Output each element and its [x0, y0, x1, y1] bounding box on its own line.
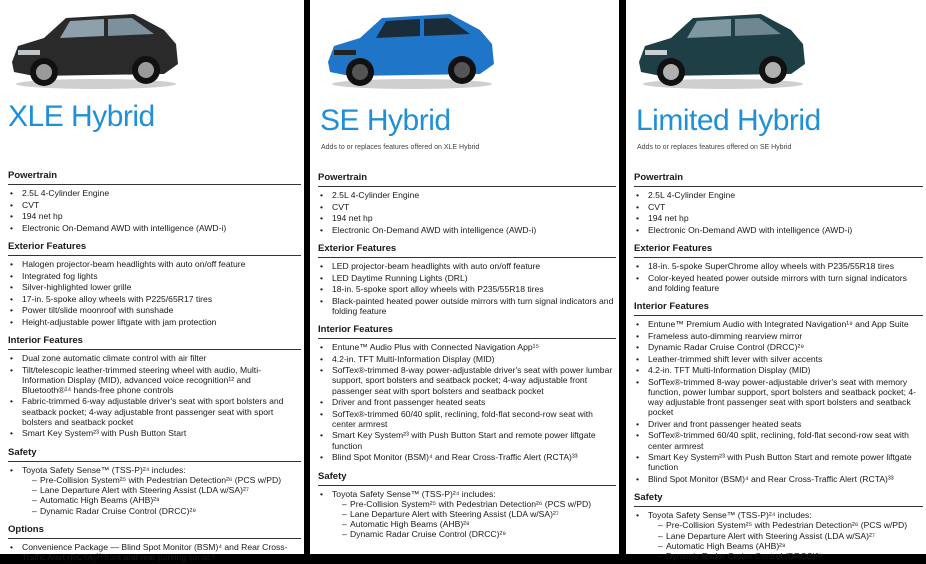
dash-icon: – — [658, 540, 663, 551]
feature-item — [8, 223, 301, 233]
feature-item — [634, 377, 923, 418]
dash-icon: – — [32, 495, 37, 506]
feature-text: Driver and front passenger heated seats — [332, 397, 486, 408]
feature-item — [8, 200, 301, 210]
feature-text: 4.2-in. TFT Multi-Information Display (MID) — [332, 353, 495, 364]
sub-feature-item — [32, 495, 301, 505]
feature-item — [634, 213, 923, 223]
feature-item — [318, 261, 616, 271]
sub-feature-text: Lane Departure Alert with Steering Assist (LDA w/SA)²⁷ — [40, 485, 249, 496]
section-title: Safety — [318, 464, 616, 486]
feature-list — [8, 256, 301, 327]
feature-text: Dual zone automatic climate control with air filter — [22, 353, 207, 363]
sub-feature-text: Pre-Collision System²⁵ with Pedestrian Detection²⁶ (PCS w/PD) — [350, 498, 592, 509]
feature-text: SofTex®-trimmed 60/40 split, reclining, fold-flat second-row seat with center armrest — [648, 430, 909, 451]
feature-item — [318, 296, 616, 316]
sub-feature-item — [658, 541, 923, 551]
sub-feature-text: Dynamic Radar Cruise Control (DRCC)²⁹ — [350, 529, 507, 540]
model-subtitle: Adds to or replaces features offered on SE Hybrid — [637, 144, 792, 151]
feature-item — [8, 282, 301, 292]
feature-item — [634, 474, 923, 484]
feature-item — [8, 396, 301, 427]
model-title: SE Hybrid — [320, 104, 451, 137]
spec-content — [634, 165, 923, 563]
sub-feature-text: Dynamic Radar Cruise Control (DRCC)²⁹ — [666, 551, 823, 562]
dash-icon: – — [32, 475, 37, 486]
sub-feature-item — [658, 520, 923, 530]
section-title: Interior Features — [8, 328, 301, 350]
feature-text: 194 net hp — [22, 211, 63, 221]
feature-text: Convenience Package — Blind Spot Monitor (BSM)⁴ and Rear Cross-Traffic Alert (RCTA)³³ front and rear parking sonar,² — [22, 542, 288, 563]
sub-feature-text: Pre-Collision System²⁵ with Pedestrian Detection²⁶ (PCS w/PD) — [666, 520, 908, 531]
section-title: Exterior Features — [634, 236, 923, 258]
feature-text: Toyota Safety Sense™ (TSS-P)²⁴ includes: — [22, 464, 186, 475]
feature-text: Frameless auto-dimming rearview mirror — [648, 330, 803, 341]
dash-icon: – — [658, 530, 663, 541]
feature-text: Integrated fog lights — [22, 270, 98, 281]
dash-icon: – — [658, 551, 663, 562]
feature-item — [634, 419, 923, 429]
sub-feature-item — [32, 485, 301, 495]
sub-feature-list — [648, 520, 923, 561]
xle-hybrid-panel — [0, 0, 304, 563]
feature-text: Fabric-trimmed 6-way adjustable driver's seat with sport bolsters and seatback pocket; 4-way adjustable front passenger seat with sport bolsters and seatback pocket — [22, 396, 284, 427]
feature-text: CVT — [22, 199, 40, 210]
feature-list — [318, 258, 616, 316]
feature-text: SofTex®-trimmed 60/40 split, reclining, fold-flat second-row seat with center armrest — [332, 408, 593, 429]
feature-item — [634, 273, 923, 293]
dash-icon: – — [32, 505, 37, 516]
se-hybrid-panel — [310, 0, 619, 554]
sub-feature-text: Automatic High Beams (AHB)²⁸ — [40, 495, 160, 506]
feature-item — [8, 465, 301, 516]
feature-text: Smart Key System²³ with Push Button Start and remote power liftgate function — [648, 452, 912, 473]
dash-icon: – — [342, 529, 347, 540]
feature-text: Power tilt/slide moonroof with sunshade — [22, 305, 174, 315]
feature-text: Color-keyed heated power outside mirrors with turn signal indicators and folding feature — [648, 272, 907, 293]
sub-feature-text: Automatic High Beams (AHB)²⁸ — [666, 540, 786, 551]
feature-text: Dynamic Radar Cruise Control (DRCC)²⁹ — [648, 342, 805, 353]
section-title: Exterior Features — [8, 234, 301, 256]
feature-text: SofTex®-trimmed 8-way power-adjustable driver's seat with memory function, power lumbar support, sport bolsters and seatback pocket; 4-way adjustable front passenger seat with sport bolsters and seatback pocket — [648, 376, 916, 418]
feature-text: 17-in. 5-spoke alloy wheels with P225/65R17 tires — [22, 293, 213, 304]
model-subtitle: Adds to or replaces features offered on XLE Hybrid — [321, 144, 480, 151]
feature-text: Entune™ Audio Plus with Connected Navigation App¹⁵ — [332, 342, 540, 353]
feature-text: Smart Key System²³ with Push Button Start and remote power liftgate function — [332, 430, 596, 451]
feature-item — [8, 428, 301, 438]
feature-item — [8, 365, 301, 396]
feature-item — [634, 261, 923, 271]
feature-text: Smart Key System²³ with Push Button Start — [22, 428, 187, 439]
section-title: Options — [8, 517, 301, 539]
feature-text: Halogen projector-beam headlights with auto on/off feature — [22, 259, 246, 269]
feature-text: Electronic On-Demand AWD with intelligence (AWD-i) — [332, 224, 537, 235]
sub-feature-item — [342, 519, 616, 529]
feature-item — [318, 213, 616, 223]
feature-item — [634, 331, 923, 341]
feature-text: SofTex®-trimmed 8-way power-adjustable driver's seat with power lumbar support, sport bolsters and seatback pocket; 4-way adjustable front passenger seat with sport bolsters and seatback pocket — [332, 365, 613, 396]
sub-feature-item — [658, 531, 923, 541]
feature-text: Electronic On-Demand AWD with intelligence (AWD-i) — [648, 224, 853, 235]
section-title: Safety — [8, 440, 301, 462]
sub-feature-list — [332, 499, 616, 540]
model-title: Limited Hybrid — [636, 104, 821, 137]
feature-text: 194 net hp — [648, 213, 689, 223]
sub-feature-text: Lane Departure Alert with Steering Assist (LDA w/SA)²⁷ — [666, 530, 875, 541]
feature-list — [318, 486, 616, 540]
spec-content — [318, 165, 616, 541]
sub-feature-text: Pre-Collision System²⁵ with Pedestrian Detection²⁶ (PCS w/PD) — [40, 475, 282, 486]
feature-text: Height-adjustable power liftgate with jam protection — [22, 316, 217, 327]
sub-feature-item — [32, 506, 301, 516]
feature-text: Tilt/telescopic leather-trimmed steering wheel with audio, Multi-Information Display (MID), advanced voice recognition¹² and Bluetooth®¹⁴ hands-free phone controls — [22, 364, 261, 395]
feature-text: Entune™ Premium Audio with Integrated Navigation¹⁹ and App Suite — [648, 319, 909, 330]
feature-text: CVT — [648, 201, 666, 212]
feature-item — [634, 202, 923, 212]
feature-list — [8, 350, 301, 439]
feature-text: Toyota Safety Sense™ (TSS-P)²⁴ includes: — [332, 488, 496, 499]
section-title: Powertrain — [8, 163, 301, 185]
feature-item — [634, 354, 923, 364]
car-image-limited — [630, 4, 812, 92]
feature-item — [634, 342, 923, 352]
feature-text: 4.2-in. TFT Multi-Information Display (MID) — [648, 365, 811, 376]
feature-item — [318, 284, 616, 294]
section-title: Interior Features — [634, 294, 923, 316]
section-title: Exterior Features — [318, 236, 616, 258]
feature-item — [318, 342, 616, 352]
section-title: Powertrain — [318, 165, 616, 187]
sub-feature-item — [342, 509, 616, 519]
feature-item — [318, 225, 616, 235]
feature-item — [318, 354, 616, 364]
feature-item — [318, 452, 616, 462]
car-image-xle — [4, 4, 184, 92]
spec-content — [8, 163, 301, 564]
model-title: XLE Hybrid — [8, 100, 155, 133]
feature-item — [634, 430, 923, 450]
feature-list — [318, 339, 616, 462]
feature-text: 18-in. 5-spoke SuperChrome alloy wheels with P235/55R18 tires — [648, 261, 895, 271]
feature-list — [634, 316, 923, 484]
car-image-se — [316, 4, 504, 92]
feature-item — [8, 542, 301, 562]
feature-text: Electronic On-Demand AWD with intelligence (AWD-i) — [22, 222, 227, 233]
feature-list — [8, 185, 301, 233]
feature-text: LED projector-beam headlights with auto on/off feature — [332, 261, 541, 271]
section-title: Safety — [634, 485, 923, 507]
feature-item — [318, 430, 616, 450]
feature-text: CVT — [332, 201, 350, 212]
feature-item — [8, 271, 301, 281]
feature-text: 194 net hp — [332, 213, 373, 223]
feature-item — [318, 409, 616, 429]
sub-feature-item — [32, 475, 301, 485]
feature-text: Driver and front passenger heated seats — [648, 418, 802, 429]
feature-text: Black-painted heated power outside mirrors with turn signal indicators and folding feature — [332, 295, 614, 316]
feature-text: Leather-trimmed shift lever with silver accents — [648, 353, 823, 364]
feature-item — [634, 365, 923, 375]
dash-icon: – — [342, 519, 347, 530]
feature-text: Silver-highlighted lower grille — [22, 282, 132, 292]
feature-item — [318, 365, 616, 396]
sub-feature-item — [342, 499, 616, 509]
feature-item — [634, 510, 923, 561]
dash-icon: – — [32, 485, 37, 496]
feature-item — [318, 489, 616, 540]
feature-text: 2.5L 4-Cylinder Engine — [22, 188, 110, 198]
feature-item — [634, 190, 923, 200]
feature-text: Toyota Safety Sense™ (TSS-P)²⁴ includes: — [648, 510, 812, 521]
feature-item — [634, 452, 923, 472]
feature-list — [8, 539, 301, 562]
feature-item — [318, 273, 616, 283]
feature-item — [8, 353, 301, 363]
feature-list — [318, 187, 616, 235]
sub-feature-item — [658, 551, 923, 561]
feature-list — [634, 258, 923, 293]
feature-text: 2.5L 4-Cylinder Engine — [332, 190, 420, 200]
dash-icon: – — [342, 508, 347, 519]
feature-item — [8, 294, 301, 304]
feature-item — [8, 211, 301, 221]
sub-feature-text: Automatic High Beams (AHB)²⁸ — [350, 519, 470, 530]
feature-text: 18-in. 5-spoke sport alloy wheels with P235/55R18 tires — [332, 284, 544, 294]
feature-item — [318, 190, 616, 200]
feature-text: LED Daytime Running Lights (DRL) — [332, 272, 468, 283]
section-title: Powertrain — [634, 165, 923, 187]
feature-list — [634, 507, 923, 561]
dash-icon: – — [658, 520, 663, 531]
feature-item — [318, 397, 616, 407]
sub-feature-item — [342, 529, 616, 539]
feature-item — [8, 317, 301, 327]
feature-item — [318, 202, 616, 212]
feature-item — [634, 319, 923, 329]
feature-text: Blind Spot Monitor (BSM)⁴ and Rear Cross-Traffic Alert (RCTA)³³ — [648, 473, 894, 484]
feature-item — [8, 259, 301, 269]
feature-item — [8, 188, 301, 198]
dash-icon: – — [342, 498, 347, 509]
sub-feature-list — [22, 475, 301, 516]
section-title: Interior Features — [318, 317, 616, 339]
feature-text: Blind Spot Monitor (BSM)⁴ and Rear Cross-Traffic Alert (RCTA)³³ — [332, 452, 578, 463]
feature-item — [8, 305, 301, 315]
feature-item — [634, 225, 923, 235]
feature-list — [8, 462, 301, 516]
limited-hybrid-panel — [626, 0, 926, 562]
sub-feature-text: Lane Departure Alert with Steering Assist (LDA w/SA)²⁷ — [350, 508, 559, 519]
feature-text: 2.5L 4-Cylinder Engine — [648, 190, 736, 200]
feature-list — [634, 187, 923, 235]
sub-feature-text: Dynamic Radar Cruise Control (DRCC)²⁹ — [40, 505, 197, 516]
